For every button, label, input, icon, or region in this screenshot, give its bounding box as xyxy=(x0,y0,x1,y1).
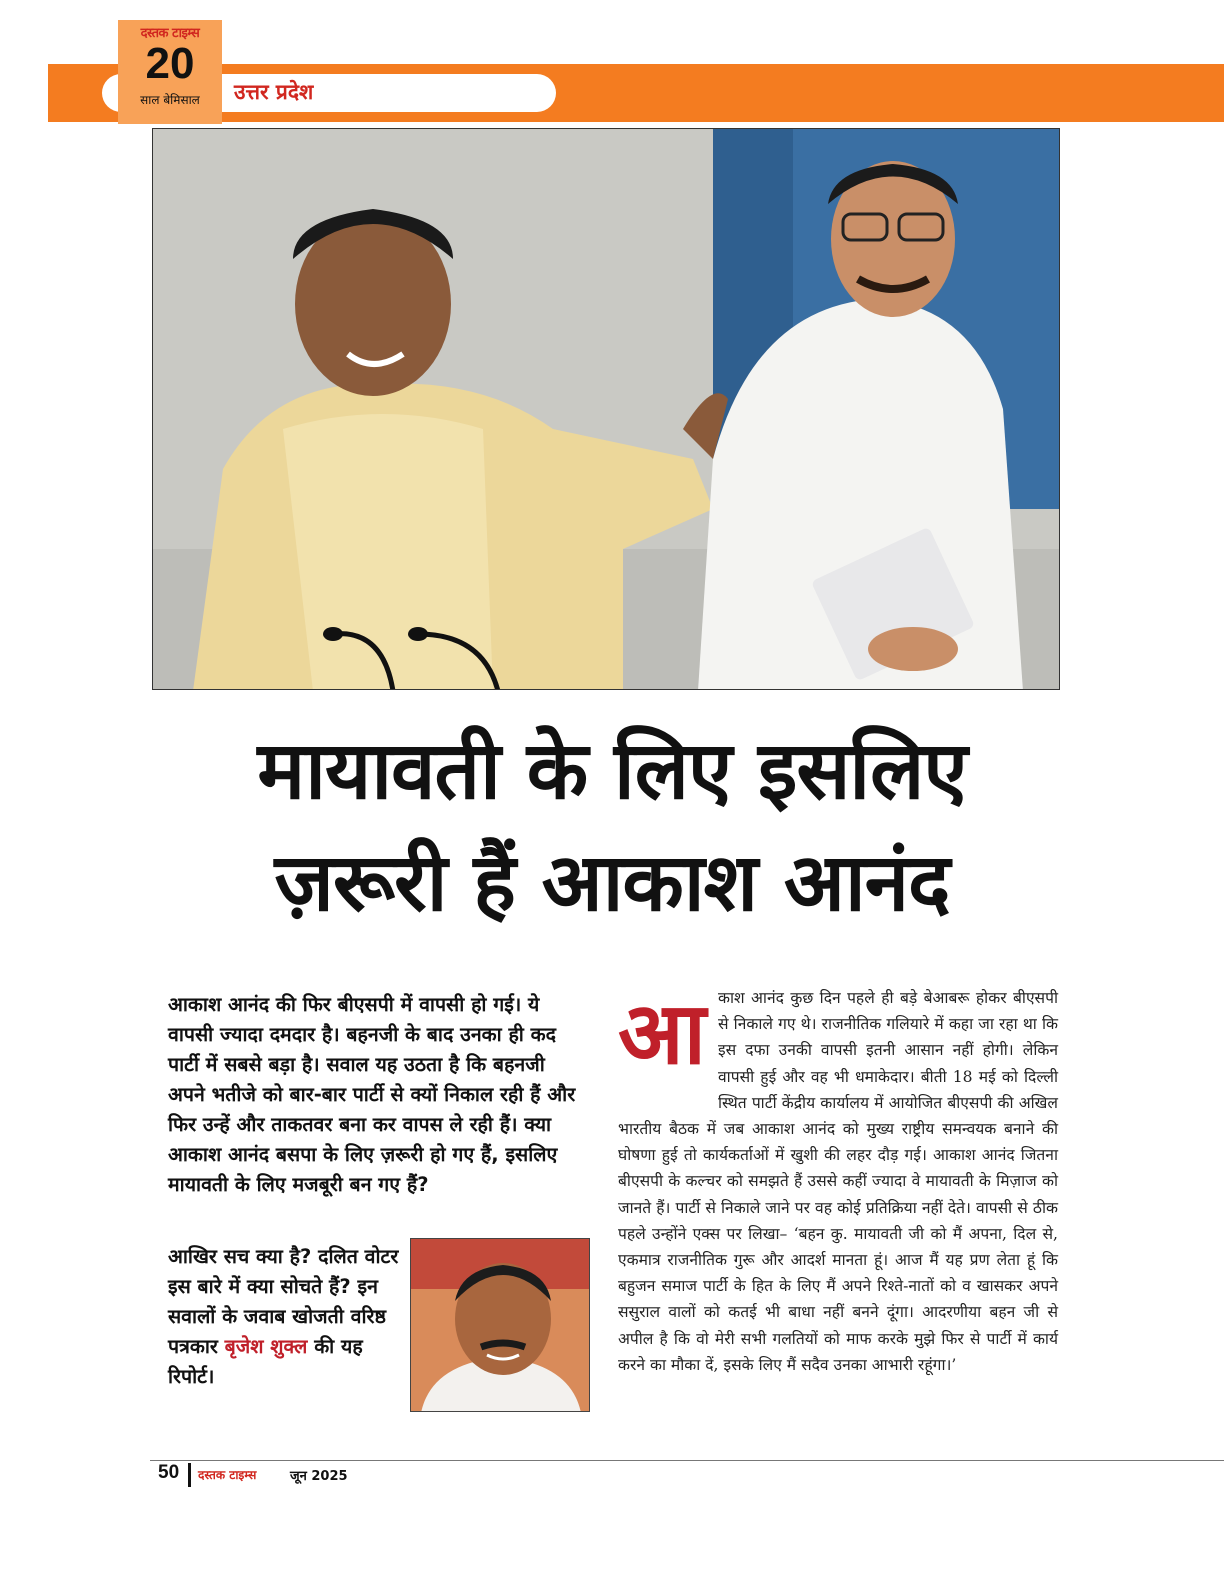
badge-number: 20 xyxy=(145,39,195,88)
footer-logo: दस्तक टाइम्स xyxy=(198,1468,257,1482)
issue-date: जून 2025 xyxy=(290,1469,348,1484)
intro-text-continued xyxy=(168,1242,404,1392)
intro-closing: की यह रिपोर्ट। xyxy=(168,1335,363,1388)
footer-separator xyxy=(188,1463,191,1487)
anniversary-badge xyxy=(118,20,222,124)
intro-text: आकाश आनंद की फिर बीएसपी में वापसी हो गई। ये वापसी ज्यादा दमदार है। बहनजी के बाद उनका ही कद पार्टी में सबसे बड़ा है। सवाल यह उठता है कि बहनजी अपने भतीजे को बार-बार पार्टी से क्यों निकाल रही हैं और फिर उन्हें और ताकतवर बना कर वापस ले रही हैं। क्या आकाश आनंद बसपा के लिए ज़रूरी हो गए हैं, इसलिए मायावती के लिए मजबूरी बन गए हैं? xyxy=(168,993,576,1196)
drop-cap: आ xyxy=(618,984,706,1084)
author-portrait-illustration xyxy=(411,1239,590,1412)
intro-question: आखिर सच क्या है? दलित वोटर इस बारे में क्या सोचते हैं? इन सवालों के जवाब खोजती वरिष्ठ पत्रकार xyxy=(168,1245,399,1358)
author-name: बृजेश शुक्ल xyxy=(224,1335,308,1358)
badge-logo: दस्तक टाइम्स xyxy=(140,26,200,41)
article-body: काश आनंद कुछ दिन पहले ही बड़े बेआबरू होकर बीएसपी से निकाले गए थे। राजनीतिक गलियारे में कहा जा रहा था कि इस दफा उनकी वापसी इतनी आसान नहीं होगी। लेकिन वापसी हुई और वह भी धमाकेदार। बीती 18 मई को दिल्ली स्थित पार्टी केंद्रीय कार्यालय में आयोजित बीएसपी की अखिल भारतीय बैठक में जब आकाश आनंद को मुख्य राष्ट्रीय समन्वयक बनाने की घोषणा हुई तो कार्यकर्ताओं में खुशी की लहर दौड़ गई। आकाश आनंद जितना बीएसपी के कल्चर को समझते हैं उससे कहीं ज्यादा वे मायावती के मिज़ाज को जानते हैं। पार्टी से निकाले जाने पर वह कोई प्रतिक्रिया नहीं देते। वापसी से ठीक पहले उन्होंने एक्स पर लिखा– ‘बहन कु. मायावती जी को मैं अपना, दिल से, एकमात्र राजनीतिक गुरू और आदर्श मानता हूं। आज मैं यह प्रण लेता हूं कि बहुजन समाज पार्टी के हित के लिए मैं अपने रिश्ते-नातों को व खासकर अपने ससुराल वालों को कतई भी बाधा नहीं बनने दूंगा। आदरणीया बहन जी से अपील है कि वो मेरी सभी गलतियों को माफ करके मुझे फिर से पार्टी में कार्य करने का मौका दें, इसके लिए मैं सदैव उनका आभारी रहूंगा।’ xyxy=(618,989,1058,1374)
lead-photo-illustration xyxy=(153,129,1060,690)
section-label: उत्तर प्रदेश xyxy=(234,80,314,104)
headline-line-2: ज़रूरी हैं आकाश आनंद xyxy=(274,836,950,929)
footer-rule xyxy=(150,1460,1224,1461)
headline-line-1: मायावती के लिए इसलिए xyxy=(257,724,967,817)
lead-photo xyxy=(152,128,1060,690)
headline xyxy=(60,715,1164,939)
author-portrait xyxy=(410,1238,590,1412)
badge-subtitle: साल बेमिसाल xyxy=(140,93,200,107)
page-number: 50 xyxy=(158,1462,180,1483)
